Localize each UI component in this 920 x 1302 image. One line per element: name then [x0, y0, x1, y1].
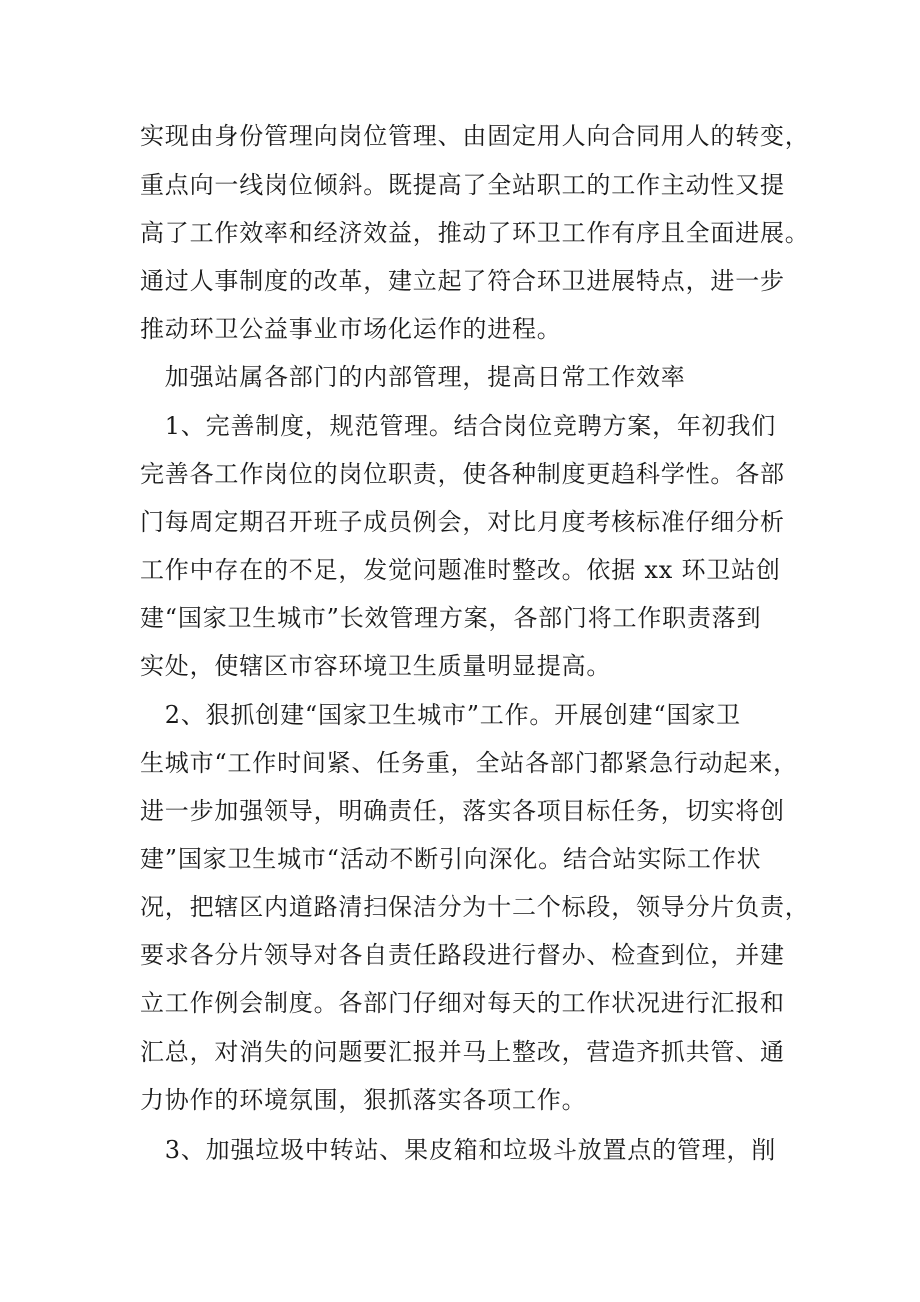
text-line: 要求各分片领导对各自责任路段进行督办、检查到位，并建 [140, 941, 785, 969]
text-line: 门每周定期召开班子成员例会，对比月度考核标准仔细分析 [140, 508, 785, 536]
text-line: 推动环卫公益事业市场化运作的进程。 [140, 315, 562, 343]
text-line: 工作中存在的不足，发觉问题准时整改。依据 xx 环卫站创 [140, 556, 781, 584]
text-line: 1、完善制度，规范管理。结合岗位竞聘方案，年初我们 [140, 412, 777, 440]
text-line: 实现由身份管理向岗位管理、由固定用人向合同用人的转变， [140, 122, 810, 150]
text-line: 生城市“工作时间紧、任务重，全站各部门都紧急行动起来， [140, 749, 798, 777]
text-line: 实处，使辖区市容环境卫生质量明显提高。 [140, 652, 612, 680]
text-line: 2、狠抓创建“国家卫生城市”工作。开展创建“国家卫 [140, 701, 741, 729]
text-line: 建”国家卫生城市“活动不断引向深化。结合站实际工作状 [140, 845, 762, 873]
text-line: 进一步加强领导，明确责任，落实各项目标任务，切实将创 [140, 797, 785, 825]
text-line: 立工作例会制度。各部门仔细对每天的工作状况进行汇报和 [140, 989, 785, 1017]
text-line: 重点向一线岗位倾斜。既提高了全站职工的工作主动性又提 [140, 171, 785, 199]
section-heading: 加强站属各部门的内部管理，提高日常工作效率 [140, 363, 686, 391]
text-line: 力协作的环境氛围，狠抓落实各项工作。 [140, 1086, 587, 1114]
text-line: 通过人事制度的改革，建立起了符合环卫进展特点，进一步 [140, 267, 785, 295]
text-line: 建“国家卫生城市”长效管理方案，各部门将工作职责落到 [140, 604, 762, 632]
text-line: 完善各工作岗位的岗位职责，使各种制度更趋科学性。各部 [140, 460, 785, 488]
text-line: 高了工作效率和经济效益，推动了环卫工作有序且全面进展。 [140, 219, 810, 247]
text-line: 况，把辖区内道路清扫保洁分为十二个标段，领导分片负责， [140, 893, 810, 921]
text-line: 汇总，对消失的问题要汇报并马上整改，营造齐抓共管、通 [140, 1038, 785, 1066]
text-line: 3、加强垃圾中转站、果皮箱和垃圾斗放置点的管理，削 [140, 1136, 777, 1164]
